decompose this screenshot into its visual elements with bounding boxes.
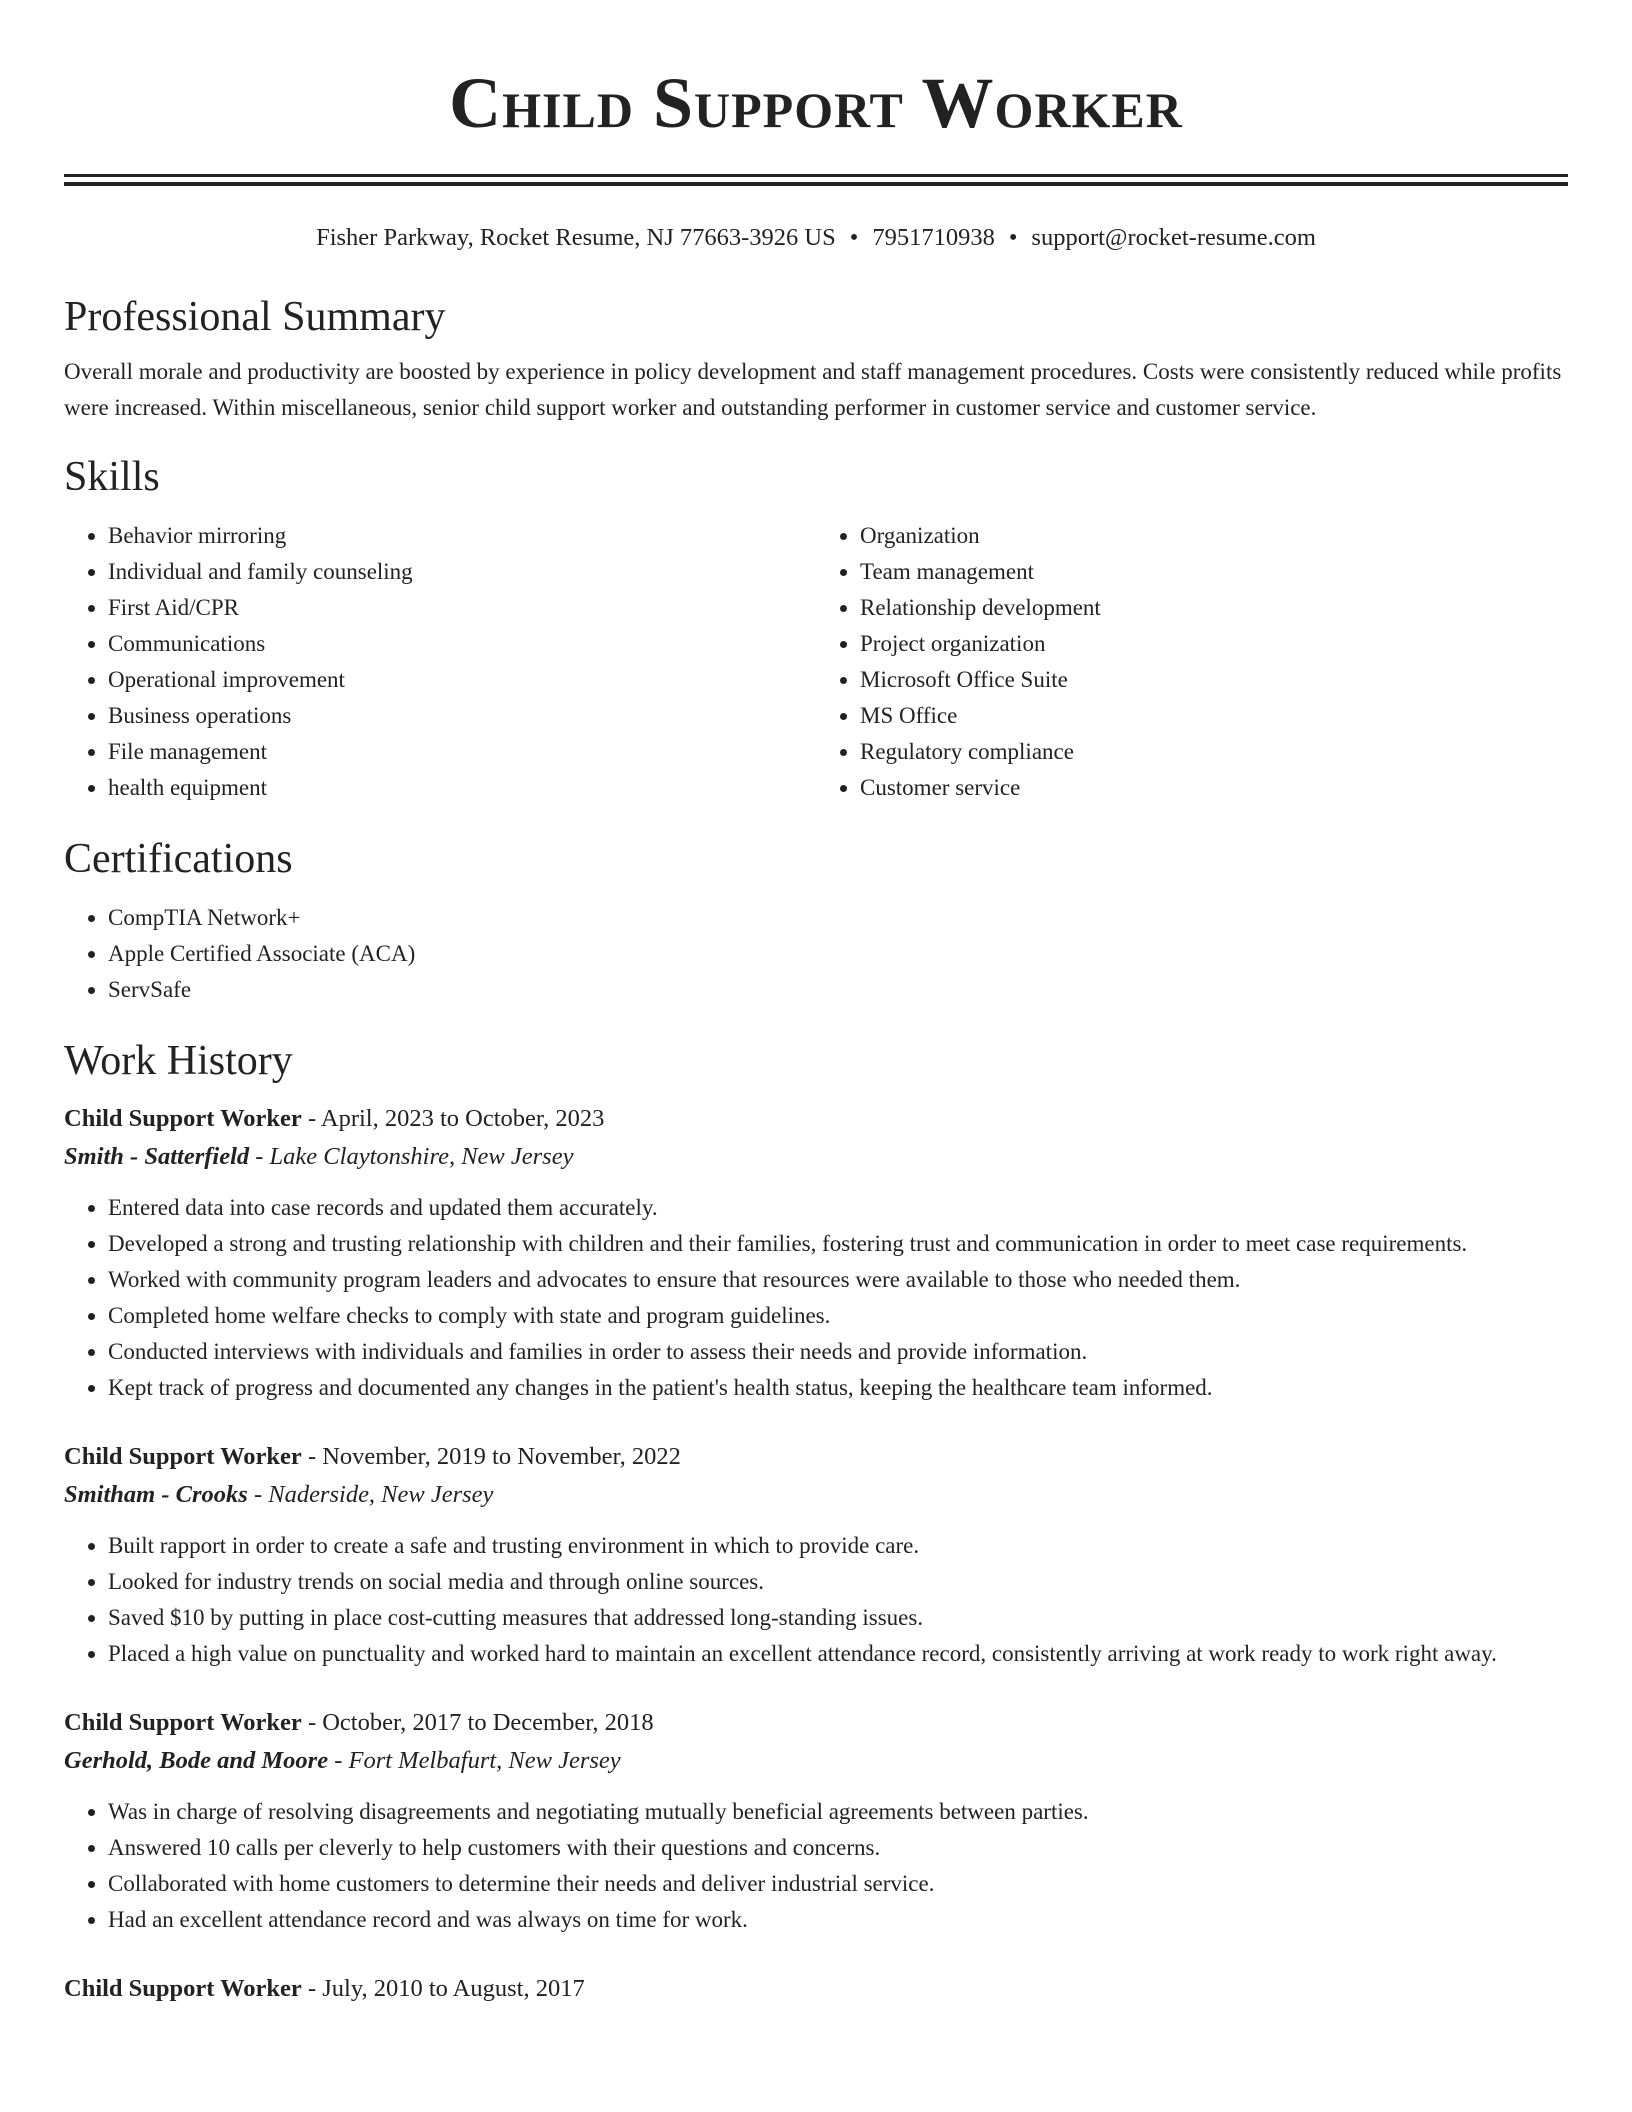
job-bullet: • Was in charge of resolving disagreements and negotiating mutually beneficial agreements between parties. — [108, 1794, 1568, 1830]
work-history-heading: Work History — [64, 1038, 293, 1084]
summary-text: Overall morale and productivity are boosted by experience in policy development and staff management procedures. Costs were consistently reduced while profits were increased. Within miscellaneous, senior child support worker and outstanding performer in customer service and customer service. — [64, 359, 1562, 420]
job-bullet: • Worked with community program leaders and advocates to ensure that resources were available to those who needed them. — [108, 1262, 1568, 1298]
skills-list-right — [816, 518, 1568, 806]
skill-item: • Project organization — [860, 626, 1568, 662]
title-divider — [64, 174, 1568, 186]
contact-address: Fisher Parkway, Rocket Resume, NJ 77663-3926 US — [316, 224, 836, 251]
skills-heading: Skills — [64, 454, 160, 500]
skill-item: • Microsoft Office Suite — [860, 662, 1568, 698]
job-bullets — [64, 1528, 1568, 1672]
skill-item: • File management — [108, 734, 816, 770]
job-title-line — [64, 1970, 1568, 2008]
contact-email: support@rocket-resume.com — [1031, 224, 1316, 251]
skill-item: • Customer service — [860, 770, 1568, 806]
company-location: - Naderside, New Jersey — [247, 1481, 494, 1508]
company-name: Smitham - Crooks — [64, 1481, 248, 1508]
job-dates: - November, 2019 to November, 2022 — [301, 1443, 681, 1470]
job-title-line — [64, 1704, 1568, 1742]
skills-section — [64, 452, 1568, 806]
contact-phone: 7951710938 — [872, 224, 995, 251]
company-line — [64, 1138, 1568, 1176]
job-title: Child Support Worker — [64, 1709, 302, 1736]
certification-item: • ServSafe — [108, 972, 1568, 1008]
company-location: - Fort Melbafurt, New Jersey — [328, 1747, 621, 1774]
job-dates: - April, 2023 to October, 2023 — [301, 1105, 605, 1132]
job-entry — [64, 1704, 1568, 1938]
job-title: Child Support Worker — [64, 1105, 302, 1132]
company-location: - Lake Claytonshire, New Jersey — [249, 1143, 574, 1170]
job-bullet: • Entered data into case records and updated them accurately. — [108, 1190, 1568, 1226]
job-bullets — [64, 1794, 1568, 1938]
skill-item: • Business operations — [108, 698, 816, 734]
job-bullet: • Answered 10 calls per cleverly to help customers with their questions and concerns. — [108, 1830, 1568, 1866]
certifications-list — [64, 900, 1568, 1008]
work-history-section — [64, 1036, 1568, 2008]
skill-item: • MS Office — [860, 698, 1568, 734]
contact-separator: • — [849, 224, 859, 251]
skills-columns — [64, 518, 1568, 806]
skill-item: • health equipment — [108, 770, 816, 806]
certifications-section — [64, 834, 1568, 1008]
job-bullet: • Conducted interviews with individuals and families in order to assess their needs and provide information. — [108, 1334, 1568, 1370]
certification-item: • Apple Certified Associate (ACA) — [108, 936, 1568, 972]
job-bullet: • Built rapport in order to create a safe and trusting environment in which to provide care. — [108, 1528, 1568, 1564]
summary-section — [64, 292, 1568, 426]
job-entry — [64, 1438, 1568, 1672]
company-name: Gerhold, Bode and Moore — [64, 1747, 329, 1774]
job-entry — [64, 1100, 1568, 1406]
company-line — [64, 1742, 1568, 1780]
job-bullet: • Completed home welfare checks to comply with state and program guidelines. — [108, 1298, 1568, 1334]
skill-item: • First Aid/CPR — [108, 590, 816, 626]
job-bullet: • Saved $10 by putting in place cost-cutting measures that addressed long-standing issues. — [108, 1600, 1568, 1636]
job-entry — [64, 1970, 1568, 2008]
job-bullet: • Placed a high value on punctuality and worked hard to maintain an excellent attendance record, consistently arriving at work ready to work right away. — [108, 1636, 1568, 1672]
skills-list-left — [64, 518, 816, 806]
skill-item: • Regulatory compliance — [860, 734, 1568, 770]
summary-heading: Professional Summary — [64, 294, 446, 340]
contact-separator: • — [1008, 224, 1018, 251]
skill-item: • Team management — [860, 554, 1568, 590]
job-bullets — [64, 1190, 1568, 1406]
job-dates: - July, 2010 to August, 2017 — [301, 1975, 585, 2002]
skill-item: • Operational improvement — [108, 662, 816, 698]
skill-item: • Individual and family counseling — [108, 554, 816, 590]
job-title-line — [64, 1100, 1568, 1138]
skill-item: • Behavior mirroring — [108, 518, 816, 554]
skill-item: • Communications — [108, 626, 816, 662]
certification-item: • CompTIA Network+ — [108, 900, 1568, 936]
company-line — [64, 1476, 1568, 1514]
job-dates: - October, 2017 to December, 2018 — [301, 1709, 654, 1736]
job-title: Child Support Worker — [64, 1443, 302, 1470]
job-bullet: • Looked for industry trends on social media and through online sources. — [108, 1564, 1568, 1600]
company-name: Smith - Satterfield — [64, 1143, 250, 1170]
job-bullet: • Kept track of progress and documented any changes in the patient's health status, keeping the healthcare team informed. — [108, 1370, 1568, 1406]
job-bullet: • Developed a strong and trusting relationship with children and their families, fostering trust and communication in order to meet case requirements. — [108, 1226, 1568, 1262]
certifications-heading: Certifications — [64, 836, 293, 882]
job-title-line — [64, 1438, 1568, 1476]
page-title: Child Support Worker — [449, 63, 1183, 143]
job-title: Child Support Worker — [64, 1975, 302, 2002]
skill-item: • Relationship development — [860, 590, 1568, 626]
job-bullet: • Had an excellent attendance record and was always on time for work. — [108, 1902, 1568, 1938]
job-bullet: • Collaborated with home customers to determine their needs and deliver industrial service. — [108, 1866, 1568, 1902]
skill-item: • Organization — [860, 518, 1568, 554]
contact-line — [64, 222, 1568, 254]
